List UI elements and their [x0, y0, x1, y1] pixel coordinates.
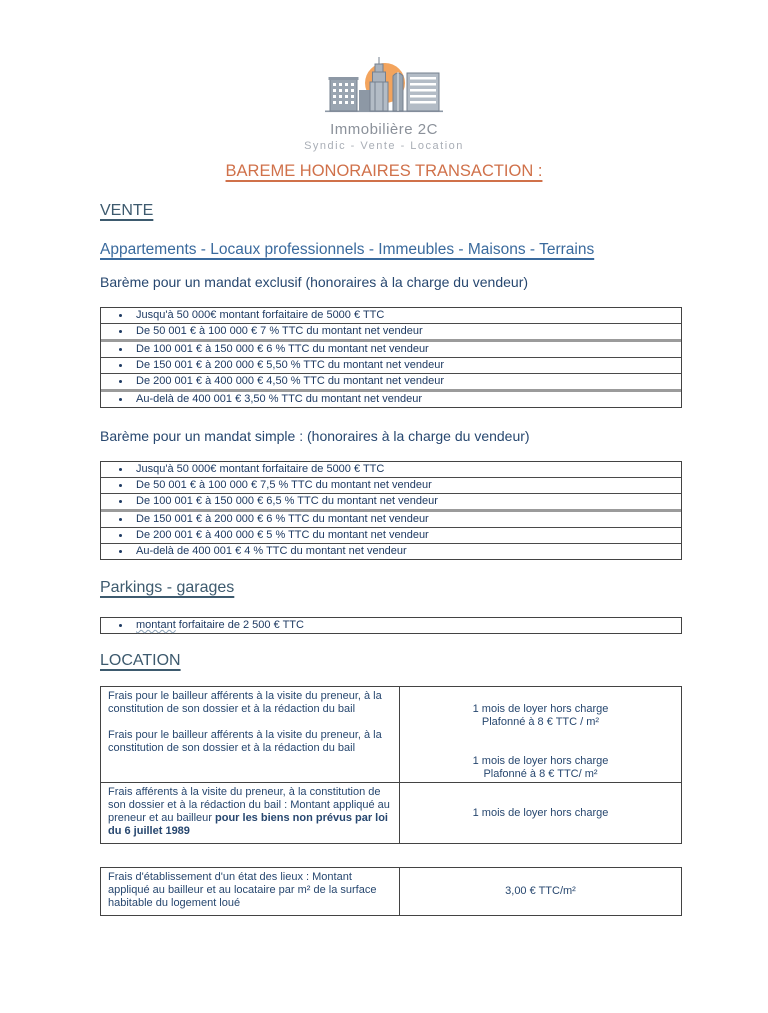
bullet-icon	[119, 314, 122, 317]
bullet-icon	[119, 484, 122, 487]
fee-row: Au-delà de 400 001 € 3,50 % TTC du montant net vendeur	[101, 389, 681, 407]
bullet-icon	[119, 534, 122, 537]
fee-row: Jusqu'à 50 000€ montant forfaitaire de 5000 € TTC	[101, 308, 681, 323]
location-row2-amount-cell	[400, 783, 682, 844]
spellcheck-underlined-word: montant	[136, 619, 176, 631]
bullet-icon	[119, 500, 122, 503]
amount-line: 3,00 € TTC/m²	[505, 885, 576, 897]
location-fee-table	[100, 686, 682, 844]
table-row	[101, 868, 682, 916]
etat-amount-cell	[400, 868, 682, 916]
fee-row: De 100 001 € à 150 000 € 6,5 % TTC du montant net vendeur	[101, 493, 681, 509]
fee-row: Au-delà de 400 001 € 4 % TTC du montant net vendeur	[101, 543, 681, 559]
description-text: Frais d'établissement d'un état des lieux : Montant appliqué au bailleur et au locataire par m² de la surface habitable du logement loué	[108, 871, 377, 909]
bullet-icon	[119, 518, 122, 521]
amount-line: 1 mois de loyer hors charge	[472, 703, 609, 715]
fee-row: De 100 001 € à 150 000 € 6 % TTC du montant net vendeur	[101, 339, 681, 357]
amount-line: 1 mois de loyer hors charge	[472, 755, 609, 767]
etat-des-lieux-table	[100, 867, 682, 916]
bullet-icon	[119, 380, 122, 383]
document-body	[100, 202, 682, 916]
location-row2-description-cell	[101, 783, 400, 844]
page-title-row	[0, 162, 768, 181]
fee-row: De 50 001 € à 100 000 € 7 % TTC du montant net vendeur	[101, 323, 681, 339]
fee-table-mandat-exclusif	[100, 307, 682, 408]
fee-row: De 200 001 € à 400 000 € 4,50 % TTC du montant net vendeur	[101, 373, 681, 389]
fee-row: De 50 001 € à 100 000 € 7,5 % TTC du montant net vendeur	[101, 477, 681, 493]
etat-description-cell	[101, 868, 400, 916]
fee-row: De 200 001 € à 400 000 € 5 % TTC du montant net vendeur	[101, 527, 681, 543]
bullet-icon	[119, 468, 122, 471]
bullet-icon	[119, 348, 122, 351]
location-row1-amount-cell	[400, 687, 682, 783]
fee-row: De 150 001 € à 200 000 € 6 % TTC du montant net vendeur	[101, 509, 681, 527]
bullet-icon	[119, 398, 122, 401]
description-paragraph: Frais pour le bailleur afférents à la visite du preneur, à la constitution de son dossier et à la rédaction du bail	[108, 690, 382, 715]
heading-property-types: Appartements - Locaux professionnels - Immeubles - Maisons - Terrains	[100, 241, 595, 258]
heading-parkings: Parkings - garages	[100, 579, 235, 596]
logo-block	[0, 0, 768, 152]
heading-location: LOCATION	[100, 652, 181, 669]
fee-row: Jusqu'à 50 000€ montant forfaitaire de 5000 € TTC	[101, 462, 681, 477]
location-row1-description-cell	[101, 687, 400, 783]
table-row	[101, 687, 682, 783]
description-paragraph: Frais pour le bailleur afférents à la visite du preneur, à la constitution de son dossier et à la rédaction du bail	[108, 729, 382, 754]
fee-table-parkings	[100, 617, 682, 634]
company-tagline: Syndic - Vente - Location	[304, 140, 464, 152]
company-name: Immobilière 2C	[330, 121, 438, 138]
bullet-icon	[119, 364, 122, 367]
bullet-icon	[119, 330, 122, 333]
bullet-icon	[119, 624, 122, 627]
page-title: BAREME HONORAIRES TRANSACTION :	[225, 162, 543, 180]
fee-row	[101, 618, 681, 633]
table-row	[101, 783, 682, 844]
parkings-fee-text: montant forfaitaire de 2 500 € TTC	[136, 619, 304, 631]
company-logo-icon	[309, 56, 459, 114]
amount-line: Plafonné à 8 € TTC/ m²	[483, 768, 598, 780]
description-text: Frais afférents à la visite du preneur, à la constitution de son dossier et à la rédaction du bail : Montant appliqué au preneur et au bailleur	[108, 786, 390, 824]
heading-vente: VENTE	[100, 202, 154, 219]
fee-table-mandat-simple	[100, 461, 682, 560]
fee-row: De 150 001 € à 200 000 € 5,50 % TTC du montant net vendeur	[101, 357, 681, 373]
amount-line: Plafonné à 8 € TTC / m²	[481, 716, 600, 728]
description-text-bold: pour les biens non prévus par loi du 6 juillet 1989	[108, 812, 388, 837]
label-bareme-simple: Barème pour un mandat simple : (honoraires à la charge du vendeur)	[100, 428, 530, 444]
label-bareme-exclusif: Barème pour un mandat exclusif (honoraires à la charge du vendeur)	[100, 274, 529, 290]
bullet-icon	[119, 550, 122, 553]
amount-line: 1 mois de loyer hors charge	[472, 806, 609, 819]
